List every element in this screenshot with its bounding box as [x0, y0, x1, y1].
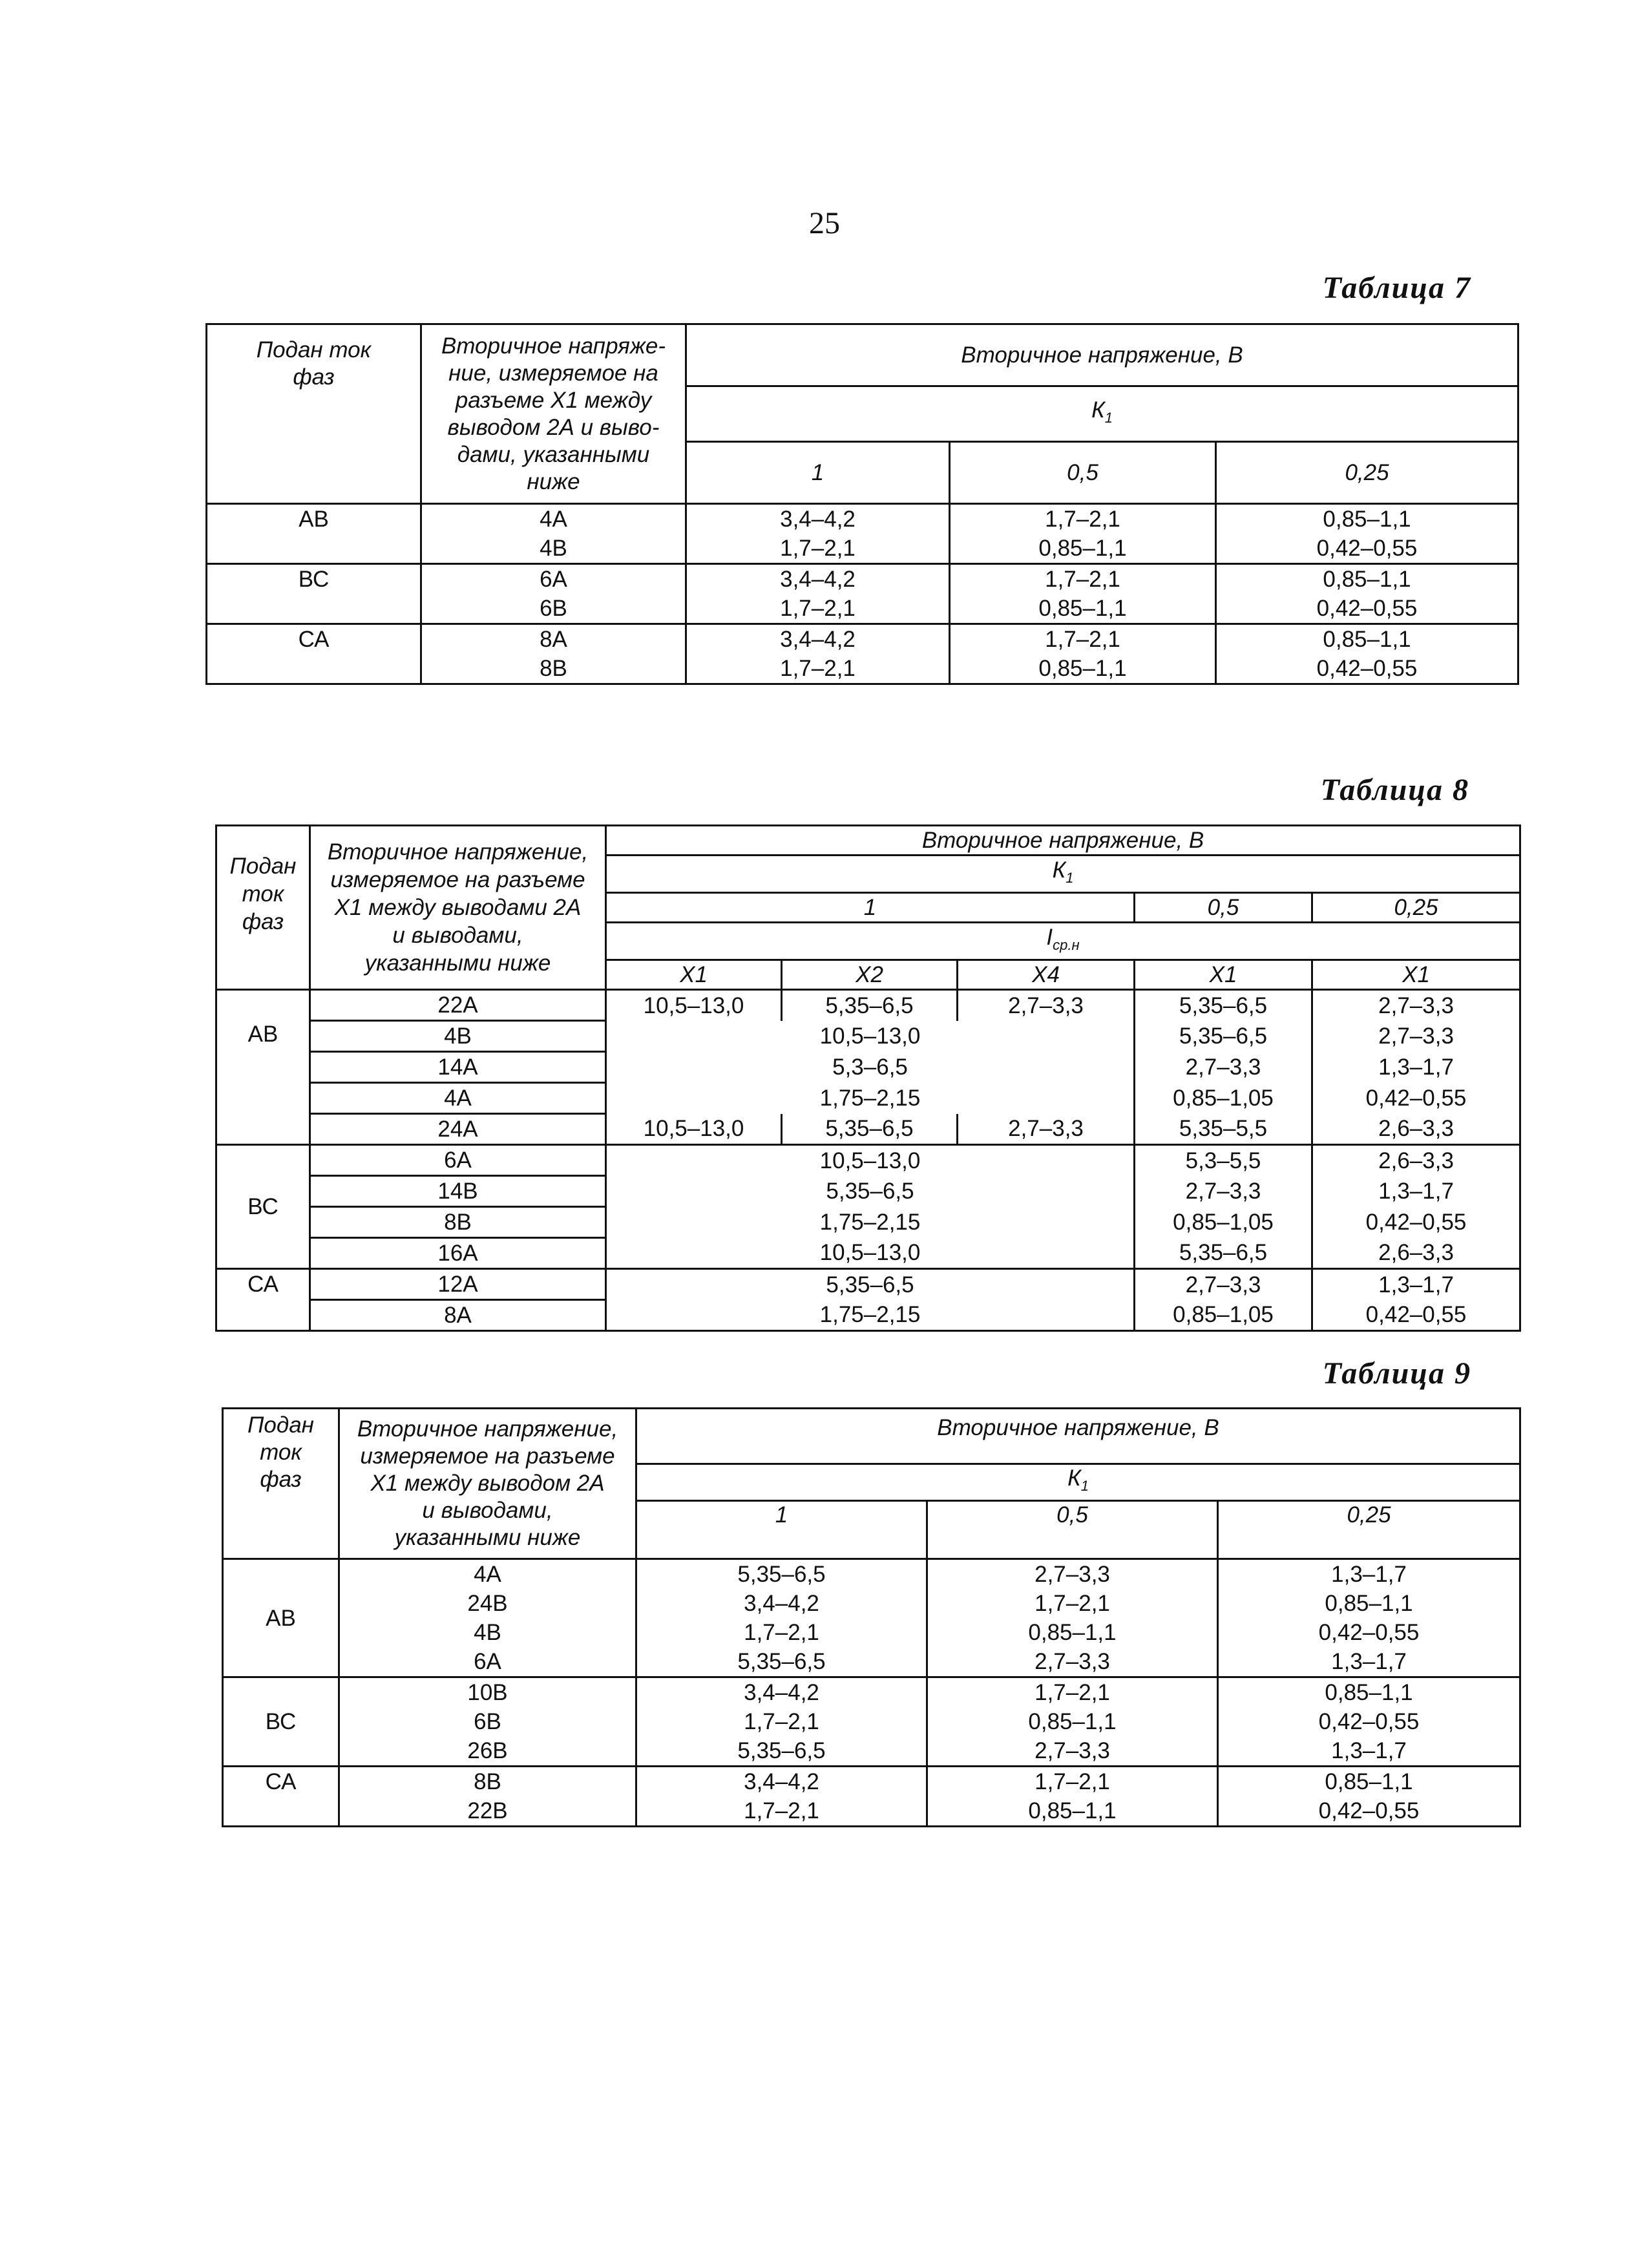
- header-x1-k025: Х1: [1312, 960, 1520, 990]
- output-cell: 10В 6В 26В: [339, 1677, 636, 1767]
- output-cell: 8В: [310, 1207, 606, 1238]
- value-cell: 5,35–6,5: [1135, 1238, 1312, 1269]
- value-cell: 5,35–6,5: [782, 1114, 958, 1145]
- value-cell: 5,35–6,5: [606, 1269, 1135, 1300]
- table-9-caption: Таблица 9: [1322, 1356, 1471, 1391]
- header-k1: $К_1$: [636, 1464, 1520, 1501]
- value-cell: 2,7–3,3: [958, 990, 1135, 1021]
- value-cell: 2,6–3,3: [1312, 1145, 1520, 1176]
- header-voltage: Вторичное напряжение, В: [686, 324, 1518, 386]
- output-cell: 4А: [310, 1083, 606, 1114]
- value-cell: 5,35–6,5: [606, 1176, 1135, 1207]
- value-cell: 0,85–1,1 0,42–0,55: [1216, 624, 1518, 684]
- output-cell: 6А: [310, 1145, 606, 1176]
- header-k-1: 1: [606, 893, 1135, 923]
- value-cell: 3,4–4,2 1,7–2,1 5,35–6,5: [636, 1677, 927, 1767]
- value-cell: 5,35–6,5: [1135, 1021, 1312, 1052]
- output-cell: 4А 24В 4В 6А: [339, 1559, 636, 1677]
- phase-cell: ВС: [216, 1145, 310, 1269]
- value-cell: 2,7–3,3: [1312, 1021, 1520, 1052]
- value-cell: 1,7–2,1 0,85–1,1: [950, 564, 1216, 624]
- header-icp: $I_{ср.н}$: [606, 923, 1520, 960]
- phase-cell: АВ: [223, 1559, 339, 1677]
- header-phase: Подан ток фаз: [207, 324, 421, 504]
- header-k-1: 1: [686, 442, 950, 504]
- value-cell: 0,85–1,1 0,42–0,55: [1216, 564, 1518, 624]
- value-cell: 2,6–3,3: [1312, 1114, 1520, 1145]
- value-cell: 10,5–13,0: [606, 1145, 1135, 1176]
- header-k-0.25: 0,25: [1312, 893, 1520, 923]
- value-cell: 5,35–6,5 3,4–4,2 1,7–2,1 5,35–6,5: [636, 1559, 927, 1677]
- table-9: [222, 1407, 1521, 1827]
- value-cell: 1,3–1,7: [1312, 1269, 1520, 1300]
- table-7-caption: Таблица 7: [1322, 271, 1471, 305]
- value-cell: 1,7–2,1 0,85–1,1 2,7–3,3: [927, 1677, 1218, 1767]
- header-k-0.5: 0,5: [1135, 893, 1312, 923]
- value-cell: 10,5–13,0: [606, 1238, 1135, 1269]
- value-cell: 2,7–3,3: [958, 1114, 1135, 1145]
- value-cell: 2,7–3,3: [1312, 990, 1520, 1021]
- table-8: [215, 824, 1521, 1332]
- output-cell: 4А 4В: [421, 504, 686, 564]
- value-cell: 0,85–1,05: [1135, 1300, 1312, 1331]
- value-cell: 0,85–1,1 0,42–0,55: [1216, 504, 1518, 564]
- value-cell: 3,4–4,2 1,7–2,1: [636, 1767, 927, 1827]
- value-cell: 3,4–4,2 1,7–2,1: [686, 564, 950, 624]
- value-cell: 10,5–13,0: [606, 990, 782, 1021]
- header-k-0.25: 0,25: [1216, 442, 1518, 504]
- value-cell: 0,42–0,55: [1312, 1083, 1520, 1114]
- value-cell: 5,35–6,5: [782, 990, 958, 1021]
- phase-cell: АВ: [207, 504, 421, 564]
- header-k-0.25: 0,25: [1218, 1501, 1520, 1559]
- value-cell: 0,85–1,05: [1135, 1207, 1312, 1238]
- value-cell: 1,3–1,7 0,85–1,1 0,42–0,55 1,3–1,7: [1218, 1559, 1520, 1677]
- value-cell: 2,7–3,3: [1135, 1269, 1312, 1300]
- header-voltage: Вторичное напряжение, В: [606, 826, 1520, 856]
- value-cell: 10,5–13,0: [606, 1021, 1135, 1052]
- output-cell: 24А: [310, 1114, 606, 1145]
- output-cell: 8А: [310, 1300, 606, 1331]
- output-cell: 22А: [310, 990, 606, 1021]
- table-row: [216, 1300, 1520, 1331]
- header-x2: Х2: [782, 960, 958, 990]
- value-cell: 3,4–4,2 1,7–2,1: [686, 504, 950, 564]
- phase-cell: СА: [216, 1269, 310, 1331]
- value-cell: 5,3–5,5: [1135, 1145, 1312, 1176]
- output-cell: 4В: [310, 1021, 606, 1052]
- phase-cell: ВС: [223, 1677, 339, 1767]
- phase-cell: АВ: [216, 990, 310, 1145]
- header-k-0.5: 0,5: [927, 1501, 1218, 1559]
- header-k-0.5: 0,5: [950, 442, 1216, 504]
- table-row: [216, 1145, 1520, 1176]
- value-cell: 1,7–2,1 0,85–1,1: [927, 1767, 1218, 1827]
- phase-cell: СА: [207, 624, 421, 684]
- phase-cell: ВС: [207, 564, 421, 624]
- header-x4: Х4: [958, 960, 1135, 990]
- output-cell: 12А: [310, 1269, 606, 1300]
- output-cell: 8А 8В: [421, 624, 686, 684]
- table-row: [216, 1052, 1520, 1083]
- table-7: [205, 323, 1519, 685]
- table-row: [223, 1559, 1520, 1677]
- header-phase: Подан ток фаз: [223, 1409, 339, 1559]
- header-measured: Вторичное напряжение, измеряемое на разъеме Х1 между выводом 2А и выводами, указанными ниже: [339, 1409, 636, 1559]
- value-cell: 1,75–2,15: [606, 1207, 1135, 1238]
- table-row: [207, 564, 1518, 624]
- table-8-caption: Таблица 8: [1320, 773, 1469, 807]
- value-cell: 0,42–0,55: [1312, 1207, 1520, 1238]
- table-row: [216, 1238, 1520, 1269]
- value-cell: 0,42–0,55: [1312, 1300, 1520, 1331]
- value-cell: 2,6–3,3: [1312, 1238, 1520, 1269]
- value-cell: 1,7–2,1 0,85–1,1: [950, 624, 1216, 684]
- output-cell: 8В 22В: [339, 1767, 636, 1827]
- table-row: [216, 1083, 1520, 1114]
- page-number: 25: [809, 206, 840, 240]
- header-k-1: 1: [636, 1501, 927, 1559]
- value-cell: 5,35–5,5: [1135, 1114, 1312, 1145]
- output-cell: 16А: [310, 1238, 606, 1269]
- value-cell: 2,7–3,3: [1135, 1176, 1312, 1207]
- table-row: [216, 1176, 1520, 1207]
- output-cell: 6А 6В: [421, 564, 686, 624]
- header-phase: Подан ток фаз: [216, 826, 310, 990]
- value-cell: 10,5–13,0: [606, 1114, 782, 1145]
- table-row: [223, 1677, 1520, 1767]
- value-cell: 5,35–6,5: [1135, 990, 1312, 1021]
- header-x1: Х1: [606, 960, 782, 990]
- value-cell: 0,85–1,1 0,42–0,55 1,3–1,7: [1218, 1677, 1520, 1767]
- table-row: [216, 1269, 1520, 1300]
- value-cell: 1,7–2,1 0,85–1,1: [950, 504, 1216, 564]
- table-row: [216, 1114, 1520, 1145]
- value-cell: 2,7–3,3: [1135, 1052, 1312, 1083]
- value-cell: 0,85–1,05: [1135, 1083, 1312, 1114]
- table-row: [207, 624, 1518, 684]
- table-row: [207, 504, 1518, 564]
- header-voltage: Вторичное напряжение, В: [636, 1409, 1520, 1464]
- header-k1: $К_1$: [606, 856, 1520, 893]
- output-cell: 14В: [310, 1176, 606, 1207]
- output-cell: 14А: [310, 1052, 606, 1083]
- value-cell: 5,3–6,5: [606, 1052, 1135, 1083]
- table-row: [216, 990, 1520, 1021]
- header-x1-k05: Х1: [1135, 960, 1312, 990]
- value-cell: 0,85–1,1 0,42–0,55: [1218, 1767, 1520, 1827]
- table-row: [216, 1021, 1520, 1052]
- value-cell: 1,3–1,7: [1312, 1052, 1520, 1083]
- value-cell: 1,75–2,15: [606, 1300, 1135, 1331]
- value-cell: 1,3–1,7: [1312, 1176, 1520, 1207]
- phase-cell: СА: [223, 1767, 339, 1827]
- header-k1: $К_1$: [686, 386, 1518, 442]
- table-row: [216, 1207, 1520, 1238]
- header-measured: Вторичное напряже- ние, измеряемое на разъеме Х1 между выводом 2А и выво- дами, указанными ниже: [421, 324, 686, 504]
- value-cell: 3,4–4,2 1,7–2,1: [686, 624, 950, 684]
- value-cell: 2,7–3,3 1,7–2,1 0,85–1,1 2,7–3,3: [927, 1559, 1218, 1677]
- value-cell: 1,75–2,15: [606, 1083, 1135, 1114]
- table-row: [223, 1767, 1520, 1827]
- header-measured: Вторичное напряжение, измеряемое на разъеме Х1 между выводами 2А и выводами, указанными ниже: [310, 826, 606, 990]
